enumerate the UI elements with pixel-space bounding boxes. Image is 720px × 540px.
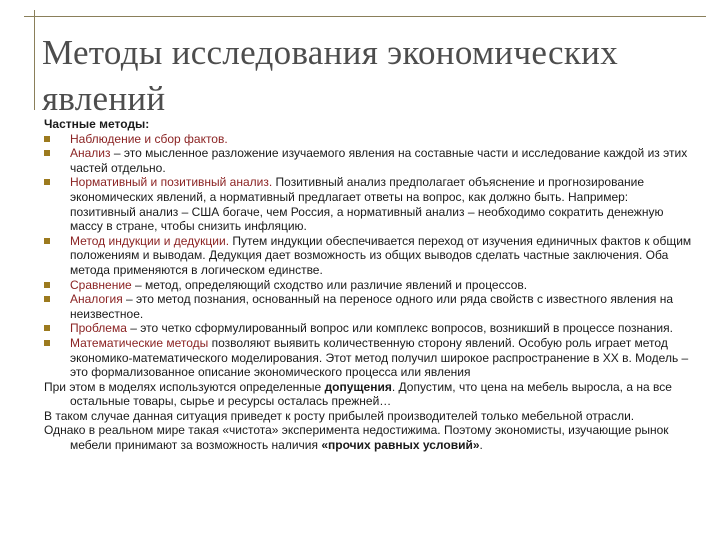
list-item-observation: [44, 132, 694, 147]
list-item-comparison: [44, 278, 694, 293]
item-term: Анализ: [70, 146, 111, 161]
slide-title: Методы исследования экономических явлений: [42, 33, 619, 118]
item-term: Наблюдение и сбор фактов.: [70, 131, 228, 146]
paragraph-text: .: [479, 438, 483, 453]
item-text: Путем индукции обеспечивается переход от изучения единичных фактов к общим положениям и выводам. Дедукция дает возможность из общих выводов сделать частные заключения. Оба метода применяются в логическом единстве.: [70, 233, 692, 277]
paragraph-situation: В таком случае данная ситуация приведет к росту прибылей производителей только мебельной отрасли.: [44, 408, 635, 423]
square-bullet-icon: [44, 282, 50, 288]
list-item-induction-deduction: [44, 234, 694, 278]
square-bullet-icon: [44, 136, 50, 142]
item-term: Нормативный и позитивный анализ.: [70, 175, 273, 190]
slide-content: [44, 117, 694, 453]
item-text: – это мысленное разложение изучаемого явления на составные части и исследование каждой из этих частей отдельно.: [70, 146, 688, 175]
square-bullet-icon: [44, 340, 50, 346]
section-heading: Частные методы:: [44, 117, 150, 131]
item-term: Метод индукции и дедукции.: [70, 233, 230, 248]
list-item-problem: [44, 321, 694, 336]
item-term: Сравнение: [70, 277, 132, 292]
item-term: Математические методы: [70, 335, 209, 350]
slide-frame-top-line: [24, 16, 706, 17]
list-item-normative-positive: [44, 175, 694, 233]
item-text: – это четко сформулированный вопрос или комплекс вопросов, возникший в процессе познания.: [126, 321, 673, 336]
item-term: Проблема: [70, 321, 127, 336]
square-bullet-icon: [44, 238, 50, 244]
list-item-math-methods: [44, 336, 694, 380]
paragraph-text: . Допустим, что цена на мебель выросла, а на все остальные товары, сырье и ресурсы осталась прежней…: [70, 379, 672, 409]
square-bullet-icon: [44, 179, 50, 185]
bold-term: «прочих равных условий»: [321, 438, 480, 453]
item-text: Позитивный анализ предполагает объяснение и прогнозирование экономических явлений, а нормативный предлагает ответы на вопрос, как должно быть. Например: позитивный анализ – США богаче, чем Россия, а нормативный анализ – необходимо сократить денежную массу в стране, чтобы снизить инфляцию.: [70, 175, 664, 234]
square-bullet-icon: [44, 296, 50, 302]
item-text: – это метод познания, основанный на переносе одного или ряда свойств с известного явления на неизвестное.: [70, 292, 674, 321]
item-term: Аналогия: [70, 292, 123, 307]
bold-term: допущения: [324, 379, 392, 394]
slide-frame-left-line: [34, 10, 35, 110]
paragraph-text: При этом в моделях используются определенные: [44, 379, 325, 394]
list-item-analogy: [44, 292, 694, 321]
paragraph-real-world: [44, 423, 694, 452]
square-bullet-icon: [44, 325, 50, 331]
list-item-analysis: [44, 146, 694, 175]
item-text: – метод, определяющий сходство или различие явлений и процессов.: [131, 277, 528, 292]
paragraph-text: Однако в реальном мире такая «чистота» эксперимента недостижима. Поэтому экономисты, изучающие рынок мебели принимают за возможность наличия: [44, 423, 669, 453]
paragraph-assumptions: [44, 380, 694, 409]
square-bullet-icon: [44, 150, 50, 156]
item-text: позволяют выявить количественную сторону явлений. Особую роль играет метод экономико-математического моделирования. Этот метод получил широкое распространение в XX в. Модель – это формализованное описание экономического процесса или явления: [70, 335, 689, 380]
